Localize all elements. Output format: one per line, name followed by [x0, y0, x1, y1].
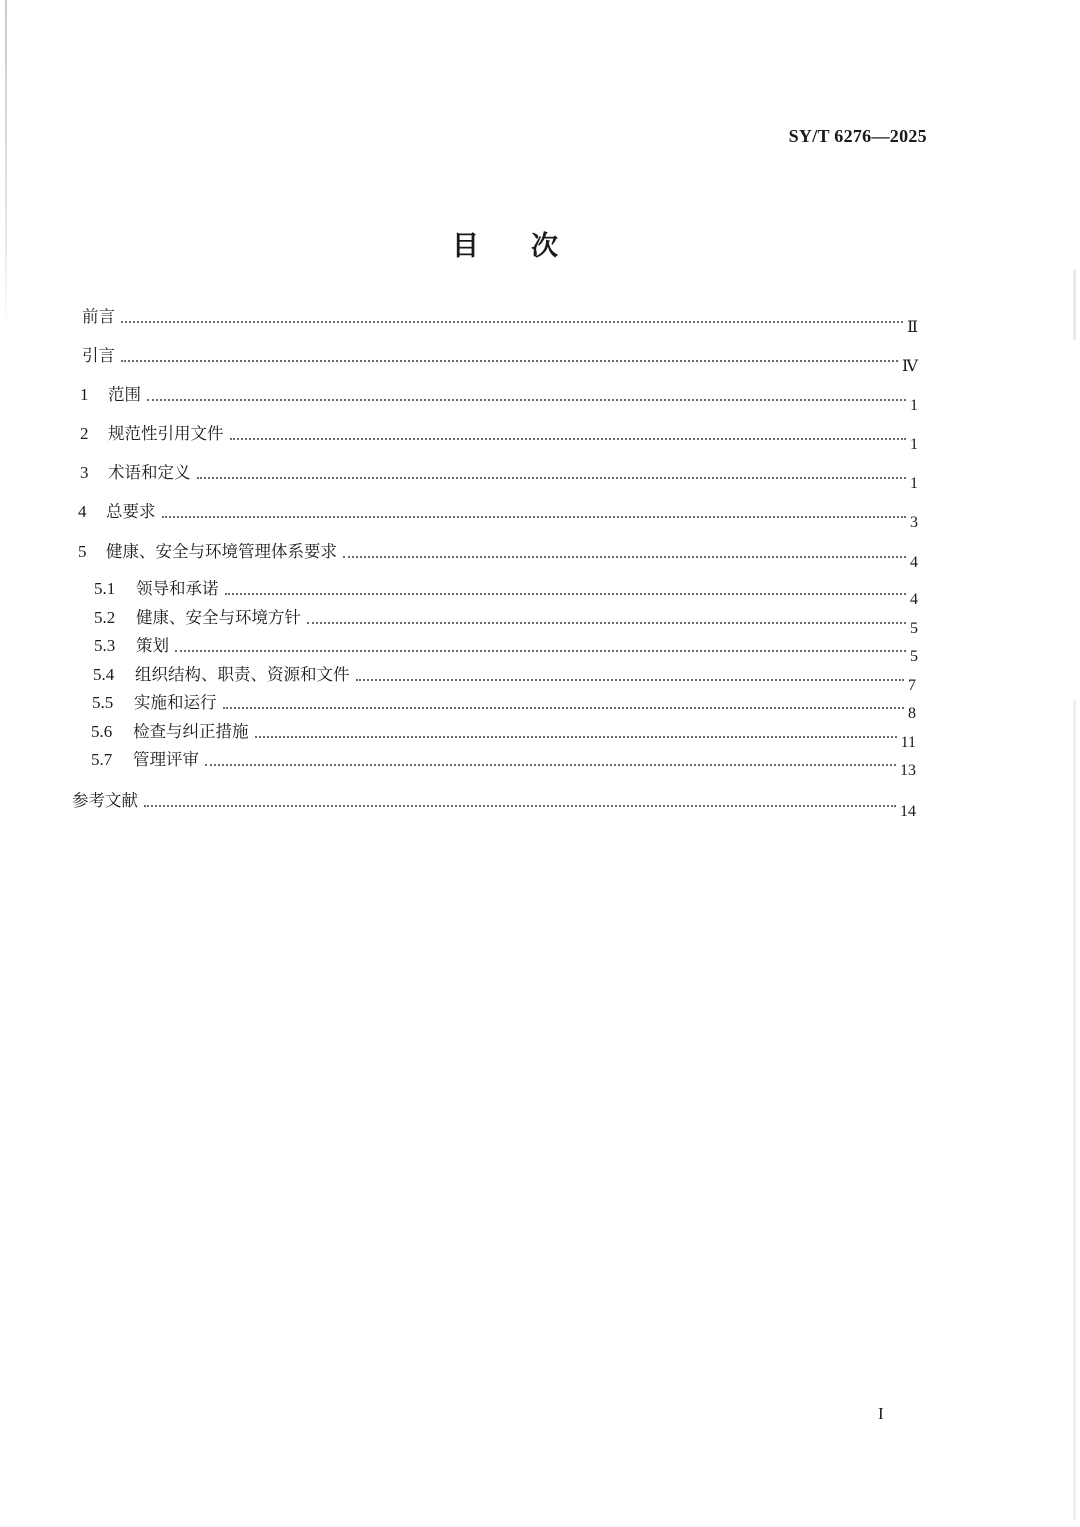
toc-page-number: 1: [910, 475, 918, 492]
toc-leader-dots: [343, 555, 906, 558]
toc-leader-dots: [205, 763, 896, 766]
toc-entry-introduction[interactable]: [82, 345, 918, 375]
toc-page-number: Ⅱ: [907, 319, 918, 336]
toc-entry-5-2[interactable]: [94, 607, 918, 637]
toc-number: 5.6: [91, 722, 113, 741]
toc-label: 健康、安全与环境方针: [136, 608, 301, 627]
toc-entry-3[interactable]: [80, 462, 918, 492]
toc-label: 实施和运行: [134, 693, 217, 712]
toc-entry-5-7[interactable]: [91, 749, 916, 779]
page-title: 目次: [452, 231, 610, 262]
toc-entry-1[interactable]: [80, 384, 918, 414]
toc-page-number: 7: [908, 677, 916, 694]
toc-page-number: 1: [910, 436, 918, 453]
toc-number: 5: [78, 542, 87, 561]
toc-label: 范围: [108, 385, 141, 404]
toc-page-number: 4: [910, 554, 918, 571]
toc-number: 5.7: [91, 750, 113, 769]
toc-entry-5-3[interactable]: [94, 635, 918, 665]
page-number: I: [878, 1404, 884, 1423]
toc-page-number: 11: [900, 734, 916, 751]
toc-leader-dots: [307, 621, 906, 624]
toc-entry-5[interactable]: [78, 541, 918, 571]
toc-number: 5.5: [92, 693, 114, 712]
toc-entry-5-6[interactable]: [91, 721, 916, 751]
toc-leader-dots: [121, 359, 898, 362]
toc-label: 组织结构、职责、资源和文件: [135, 665, 350, 684]
toc-entry-2[interactable]: [80, 423, 918, 453]
toc-entry-5-4[interactable]: [93, 664, 916, 694]
toc-entry-references[interactable]: [72, 790, 916, 820]
toc-page-number: 14: [900, 803, 916, 820]
toc-label: 引言: [82, 346, 115, 365]
document-code: SY/T 6276—2025: [788, 126, 927, 146]
toc-label: 领导和承诺: [136, 579, 219, 598]
toc-number: 5.3: [94, 636, 116, 655]
toc-label: 参考文献: [72, 791, 138, 810]
toc-leader-dots: [162, 515, 907, 518]
toc-leader-dots: [225, 592, 907, 595]
toc-page-number: 5: [910, 620, 918, 637]
toc-page-number: 8: [908, 705, 916, 722]
toc-leader-dots: [197, 476, 907, 479]
toc-page-number: 3: [910, 514, 918, 531]
toc-entry-4[interactable]: [78, 501, 918, 531]
toc-leader-dots: [255, 735, 897, 738]
toc-label: 管理评审: [133, 750, 199, 769]
toc-page-number: 5: [910, 648, 918, 665]
toc-label: 规范性引用文件: [108, 424, 224, 443]
toc-leader-dots: [121, 320, 903, 323]
toc-label: 检查与纠正措施: [133, 722, 249, 741]
toc-page-number: 4: [910, 591, 918, 608]
toc-entry-foreword[interactable]: [82, 306, 918, 336]
toc-number: 5.4: [93, 665, 115, 684]
toc-leader-dots: [356, 678, 905, 681]
toc-leader-dots: [147, 398, 906, 401]
toc-number: 2: [80, 424, 89, 443]
toc-page-number: 13: [900, 762, 916, 779]
toc-label: 总要求: [106, 502, 156, 521]
toc-label: 策划: [136, 636, 169, 655]
toc-entry-5-5[interactable]: [92, 692, 916, 722]
toc-leader-dots: [230, 437, 907, 440]
toc-number: 1: [80, 385, 89, 404]
toc-number: 3: [80, 463, 89, 482]
toc-leader-dots: [144, 804, 896, 807]
toc-number: 4: [78, 502, 87, 521]
toc-label: 前言: [82, 307, 115, 326]
toc-leader-dots: [223, 706, 905, 709]
toc-label: 健康、安全与环境管理体系要求: [106, 542, 337, 561]
toc-label: 术语和定义: [108, 463, 191, 482]
toc-leader-dots: [175, 649, 906, 652]
toc-page-number: 1: [910, 397, 918, 414]
toc-number: 5.2: [94, 608, 116, 627]
toc-number: 5.1: [94, 579, 116, 598]
toc-entry-5-1[interactable]: [94, 578, 918, 608]
toc-page-number: Ⅳ: [902, 358, 918, 375]
